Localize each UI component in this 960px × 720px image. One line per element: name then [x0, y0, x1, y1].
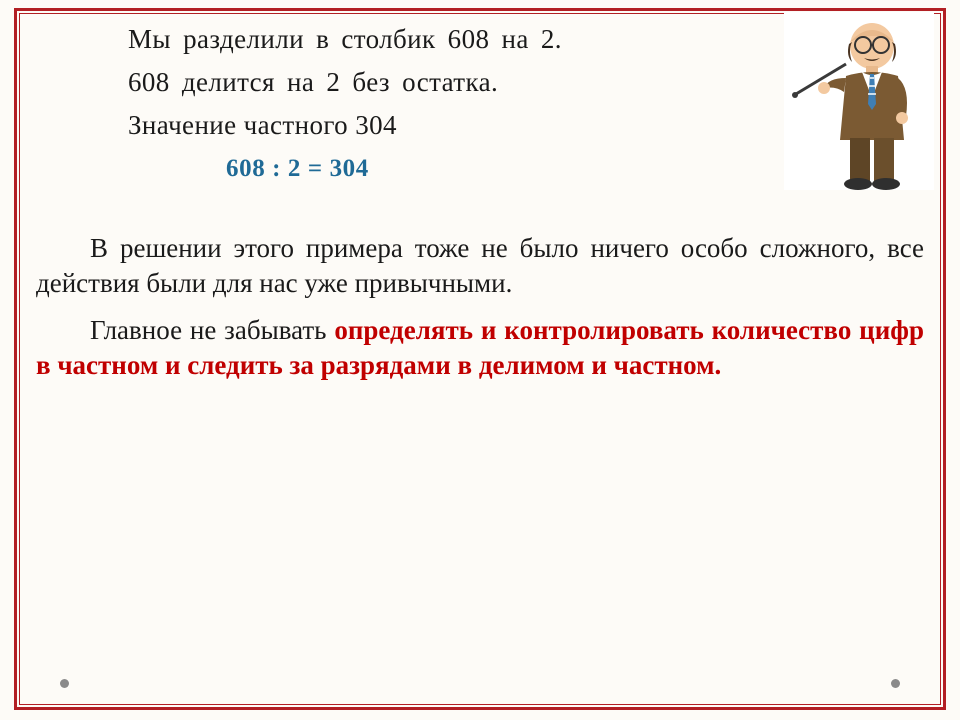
decorative-dot-right [891, 679, 900, 688]
conclusion-paragraph [36, 313, 924, 383]
conclusion-text-normal: Главное не забывать [90, 315, 335, 346]
explanation-paragraph: В решении этого примера тоже не было ничего особо сложного, все действия были для нас уже привычными. [36, 233, 924, 299]
conclusion-text-emphasis: определять и контролировать количество цифр в частном и следить за разрядами в делимом и частном. [36, 315, 924, 381]
decorative-dot-left [60, 679, 69, 688]
equation-result: 608 : 2 = 304 [226, 155, 369, 183]
statement-line-1: Мы разделили в столбик 608 на 2. [128, 24, 562, 54]
teacher-with-pointer-icon [784, 12, 934, 190]
teacher-illustration [784, 12, 934, 190]
statement-line-2: 608 делится на 2 без остатка. [128, 67, 499, 98]
statement-line-3: Значение частного 304 [128, 110, 397, 141]
